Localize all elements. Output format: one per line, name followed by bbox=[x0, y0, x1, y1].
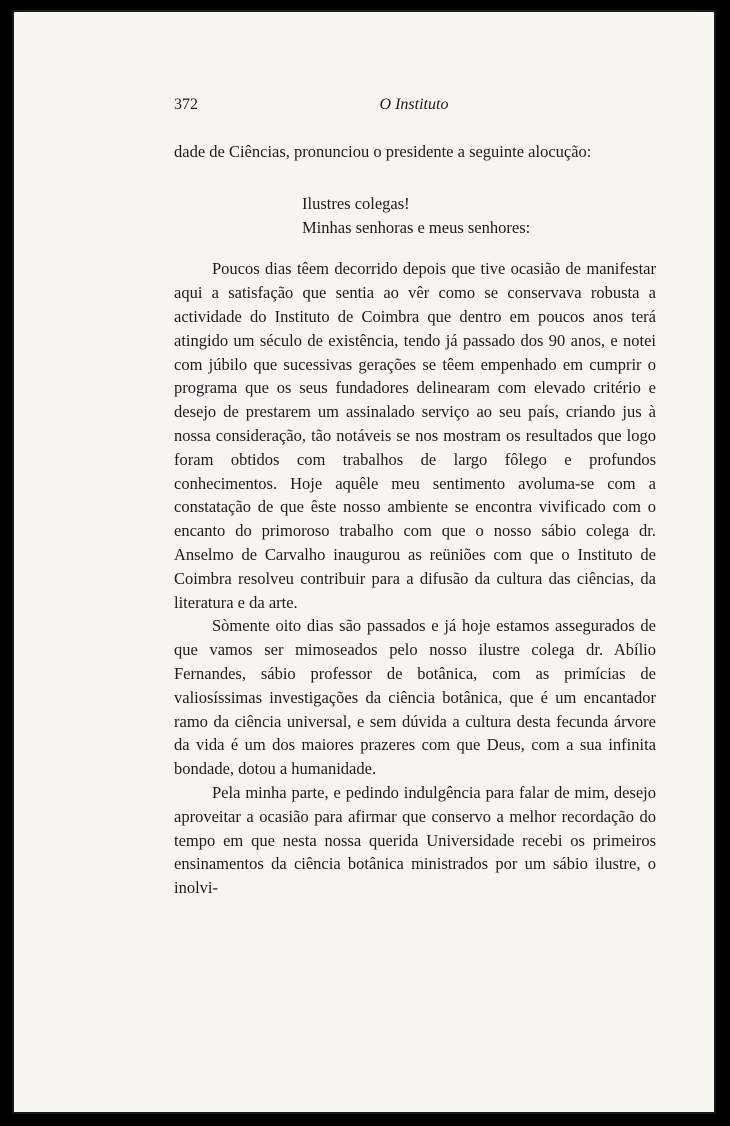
intro-sentence: dade de Ciências, pronunciou o presidente a seguinte alocução: bbox=[174, 142, 592, 161]
paragraph-1: Poucos dias têem decorrido depois que tive ocasião de manifestar aqui a satisfação que sentia ao vêr como se conservava robusta a actividade do Instituto de Coimbra que dentro em poucos anos terá atingido um século de existência, tendo já passado dos 90 anos, e notei com júbilo que sucessivas gerações se têem empenhado em cumprir o programa que os seus fundadores delinearam com elevado critério e desejo de prestarem um assinalado serviço ao seu país, criando jus à nossa consideração, tão notáveis se nos mostram os resultados que logo foram obtidos com trabalhos de largo fôlego e profundos conhecimentos. Hoje aquêle meu sentimento avoluma-se com a constatação de que êste nosso ambiente se encontra vivificado com o encanto do primoroso trabalho com que o nosso sábio colega dr. Anselmo de Carvalho inaugurou as reüniões com que o Instituto de Coimbra resolveu contribuir para a difusão da cultura das ciências, da literatura e da arte. bbox=[174, 259, 656, 612]
paragraph-3: Pela minha parte, e pedindo indulgência para falar de mim, desejo aproveitar a ocasião para afirmar que conservo a melhor recordação do tempo em que nesta nossa querida Universidade recebi os primeiros ensinamentos da ciência botânica ministrados por um sábio ilustre, o inolvi- bbox=[174, 782, 656, 898]
book-page bbox=[12, 10, 716, 1114]
body-text bbox=[174, 140, 656, 900]
running-title: O Instituto bbox=[379, 96, 449, 113]
page-number: 372 bbox=[174, 96, 198, 113]
paragraph-2: Sòmente oito dias são passados e já hoje estamos assegurados de que vamos ser mimoseados pelo nosso ilustre colega dr. Abílio Fernandes, sábio professor de botânica, com as primícias de valiosíssimas investigações da ciência botânica, que é um encantador ramo da ciência universal, e sem dúvida a cultura desta fecunda árvore da vida é um dos maiores prazeres com que Deus, com a sua infinita bondade, dotou a humanidade. bbox=[174, 616, 656, 779]
salutation-line-1: Ilustres colegas! bbox=[302, 193, 410, 213]
salutation-line-2: Minhas senhoras e meus senhores: bbox=[302, 217, 531, 237]
page-header bbox=[174, 96, 654, 118]
